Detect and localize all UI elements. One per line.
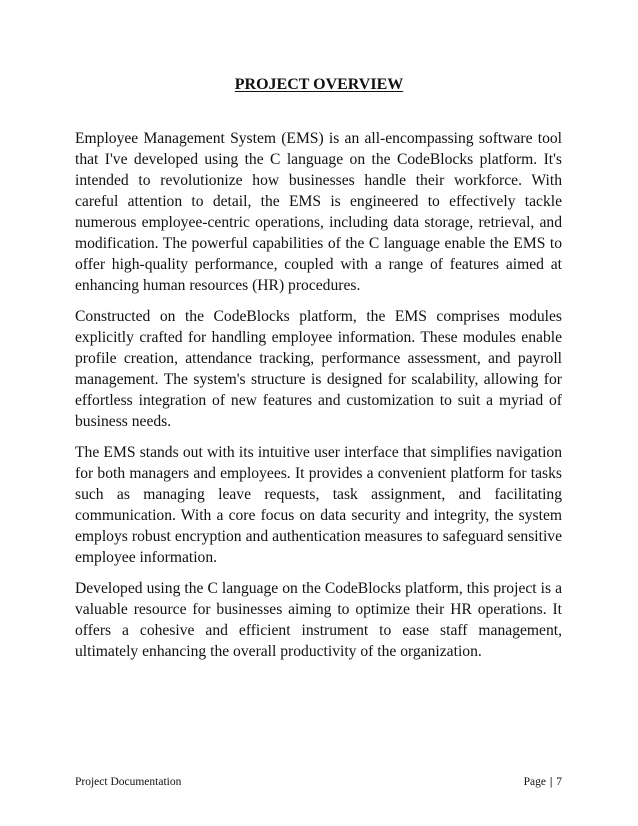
- page-number: [524, 776, 562, 788]
- page-number-value: 7: [556, 776, 562, 788]
- paragraph: Employee Management System (EMS) is an all-encompassing software tool that I've developed using the C language on the CodeBlocks platform. It's intended to revolutionize how businesses handle their workforce. With careful attention to detail, the EMS is engineered to effectively tackle numerous employee-centric operations, including data storage, retrieval, and modification. The powerful capabilities of the C language enable the EMS to offer high-quality performance, coupled with a range of features aimed at enhancing human resources (HR) procedures.: [75, 130, 562, 294]
- page-footer: [75, 776, 562, 788]
- page-separator: |: [549, 776, 553, 788]
- paragraph: Constructed on the CodeBlocks platform, the EMS comprises modules explicitly crafted for handling employee information. These modules enable profile creation, attendance tracking, performance assessment, and payroll management. The system's structure is designed for scalability, allowing for effortless integration of new features and customization to suit a myriad of business needs.: [75, 308, 562, 430]
- paragraph: Developed using the C language on the CodeBlocks platform, this project is a valuable resource for businesses aiming to optimize their HR operations. It offers a cohesive and efficient instrument to ease staff management, ultimately enhancing the overall productivity of the organization.: [75, 580, 562, 660]
- paragraph: The EMS stands out with its intuitive user interface that simplifies navigation for both managers and employees. It provides a convenient platform for tasks such as managing leave requests, task assignment, and facilitating communication. With a core focus on data security and integrity, the system employs robust encryption and authentication measures to safeguard sensitive employee information.: [75, 444, 562, 566]
- page-label: Page: [523, 776, 546, 788]
- footer-document-name: Project Documentation: [75, 776, 182, 788]
- page-title: PROJECT OVERVIEW: [234, 76, 404, 93]
- document-body: [75, 128, 562, 672]
